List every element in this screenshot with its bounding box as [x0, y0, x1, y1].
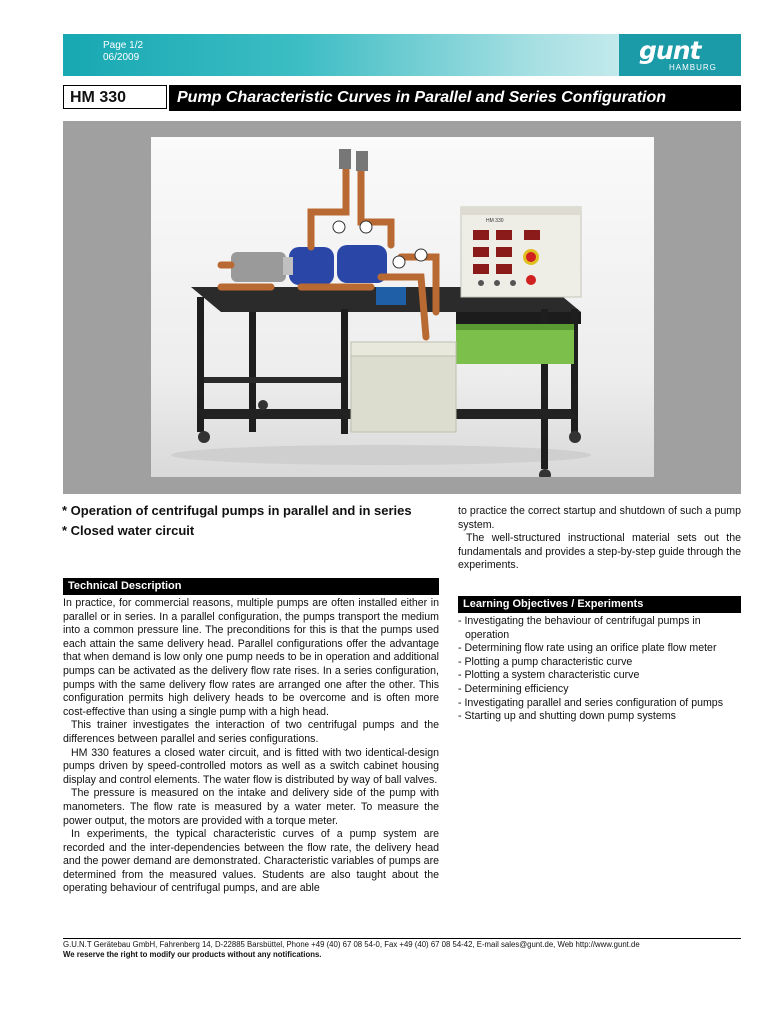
list-item: - Investigating parallel and series configuration of pumps [458, 696, 723, 709]
paragraph: to practice the correct startup and shutdown of such a pump system. [458, 505, 741, 531]
paragraph: HM 330 features a closed water circuit, and is fitted with two identical-design pumps driven by speed-controlled motors as well as a switch cabinet housing display and control elements. The water flow is distributed by way of ball valves. [63, 746, 439, 786]
technical-description-body [63, 597, 439, 896]
technical-description-heading: Technical Description [63, 578, 439, 595]
list-item: - Plotting a pump characteristic curve [458, 655, 633, 668]
list-item: - Starting up and shutting down pump systems [458, 710, 676, 723]
page-title: Pump Characteristic Curves in Parallel and Series Configuration [169, 85, 741, 111]
footer-divider [63, 938, 741, 939]
panel-label: HM 330 [486, 218, 504, 224]
header-band [63, 34, 741, 76]
list-item: - Plotting a system characteristic curve [458, 669, 640, 682]
logo-wordmark: gunt [639, 36, 701, 65]
list-item: - Investigating the behaviour of centrifugal pumps in operation [458, 615, 701, 641]
feature-item: * Operation of centrifugal pumps in parallel and in series [62, 503, 412, 518]
paragraph: The well-structured instructional material sets out the fundamentals and provides a step-by-step guide through the experiments. [458, 532, 741, 572]
list-item: - Determining flow rate using an orifice plate flow meter [458, 642, 717, 655]
paragraph: In experiments, the typical characteristic curves of a pump system are recorded and the inter-dependencies between the flow rate, the delivery head and the power demand are demonstrated. Characteristic variables of pumps are determined from the measured values. Students are also taught about the operating behaviour of centrifugal pumps, and are able [63, 828, 439, 895]
feature-item: * Closed water circuit [62, 523, 195, 538]
learning-objectives-list [458, 615, 741, 724]
footer [63, 940, 640, 960]
description-continuation [458, 505, 741, 573]
product-photo-frame [63, 121, 741, 494]
disclaimer: We reserve the right to modify our products without any notifications. [63, 950, 322, 959]
learning-objectives-heading: Learning Objectives / Experiments [458, 596, 741, 613]
logo-subtitle: HAMBURG [669, 63, 717, 72]
company-address: G.U.N.T Gerätebau GmbH, Fahrenberg 14, D-22885 Barsbüttel, Phone +49 (40) 67 08 54-0, Fax +49 (40) 67 08 54-42, E-mail sales@gunt.de, Web http://www.gunt.de [63, 940, 640, 949]
list-item: - Determining efficiency [458, 682, 569, 695]
paragraph: The pressure is measured on the intake and delivery side of the pump with manometers. The flow rate is measured by a water meter. To measure the power output, the motors are provided with a torque meter. [63, 787, 439, 827]
pump-trainer-illustration [151, 137, 654, 477]
product-photo [151, 137, 654, 477]
paragraph: This trainer investigates the interaction of two centrifugal pumps and the differences between parallel and series configurations. [63, 719, 439, 745]
page-number: Page 1/2 [103, 40, 144, 51]
gunt-logo [619, 34, 741, 76]
paragraph: In practice, for commercial reasons, multiple pumps are often installed either in parallel or in series. In a parallel configuration, the pumps transport the medium into a common pressure line. The preconditions for this is that the pumps used each attain the same delivery head. Parallel configurations offer the advantage that when demand is low only one pump needs to be in operation and additional pumps can be activated as the delivery flow rate rises. In a series configuration, pumps with the same delivery flow rates are arranged one after the other. This configuration permits high delivery heads to be overcome and is often more cost-effective than using a single pump with a high head. [63, 597, 439, 718]
feature-list [62, 503, 452, 543]
issue-date: 06/2009 [103, 52, 140, 63]
model-number: HM 330 [63, 85, 167, 109]
page-info [103, 40, 143, 64]
title-row [63, 85, 741, 111]
